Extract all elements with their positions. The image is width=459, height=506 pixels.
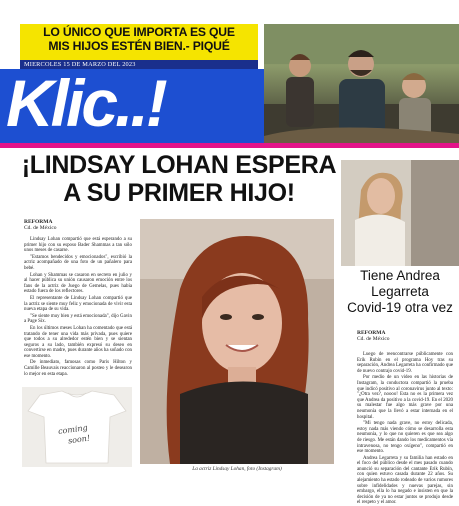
article-paragraph: Luego de reencontrarse públicamente con Erik Rubín en el programa Hoy tras su separación, Andrea Legarreta ha confirmado que de nuevo contrajo covid-19. [357,352,453,374]
side-byline-city: Cd. de México [357,336,390,342]
article-paragraph: De inmediato, famosas como Paris Hilton y Camille Beauvais reaccionaron al posteo y le desearon lo mejor en esta etapa. [24,360,132,377]
side-byline-source: REFORMA [357,330,386,336]
family-photo-illustration [264,24,459,144]
side-headline-line-1: Tiene Andrea [360,268,440,283]
article-paragraph: Andrea Legarreta y su familia han estado en el foco del público desde el mes pasado cuando anunció su separación del cantante Erik Rubín, con quien estuvo casada durante 22 años. Su alejamiento ha estado rodeado de varios rumores sobre infidelidades y nuevas parejas, sin embargo, ella lo ha negado e insisten en que la decisión de ya no estar juntos se produjo desde el respeto y el amor. [357,455,453,506]
main-headline-line-2: A SU PRIMER HIJO! [63,179,295,207]
brand-block [0,66,268,143]
side-article-body [357,352,453,506]
portrait-illustration [140,219,334,464]
article-paragraph: "Mi tengo nada grave, no estoy delicada, estoy nada más viendo cómo se desarrolla esta neumonía, y lo que no quieren es que sea algo de riesgo. Me están dando los medicamentos vía intravenosa, no tengo oxígeno", compartió en ese momento. [357,421,453,455]
side-photo [341,160,459,266]
article-paragraph: En los últimos meses Lohan ha comentado que está tratando de tener una vida más privada, pues quiere que todos a su alrededor estén bien y se sientan seguros a su lado, también expresó su deseo en convertirse en madre, pues durante años ha soñado con ese momento. [24,325,132,359]
side-headline-line-2: Legarreta [371,284,429,299]
byline-city: Cd. de México [24,225,57,231]
family-photo [264,24,459,144]
article-paragraph: Por medio de un video en las historias de Instagram, la conductora compartió la prueba que indicó positivo al coronavirus junto al texto: "¿Otra vez?, noooo! Esta no es la primera vez que Andrea da positivo a la covid-19. En el 2020 su malestar fue algo más grave por una neumonía que la llevó a estar internada en el hospital. [357,375,453,420]
side-byline [357,330,453,342]
byline-source: REFORMA [24,219,53,225]
tagline-line-2: MIS HIJOS ESTÉN BIEN.- PIQUÉ [48,39,230,53]
article-paragraph: "Se siente muy bien y está emocionada", dijo Gavin a Page Six. [24,313,132,325]
side-headline-line-3: Covid-19 otra vez [347,300,453,315]
tagline-line-1: LO ÚNICO QUE IMPORTA ES QUE [43,25,235,39]
onesie-text-2: soon! [67,433,91,446]
photo-caption: La actriz Lindsay Lohan, foto (Instagram) [192,466,282,472]
main-article-body [24,219,132,381]
issue-date: MIERCOLES 15 DE MARZO DEL 2023 [20,60,258,69]
article-paragraph: El representante de Lindsay Lohan compartió que la actriz se siente muy feliz y emocionada de vivir esta nueva etapa de su vida. [24,295,132,313]
onesie-text-1: coming [57,422,89,437]
article-paragraph: Lohan y Shammas se casaron en secreto en julio y al hacer pública su unión causaron emoción entre los fans de la actriz de Juego de Gemelas, pues había estado fuera de los reflectores. [24,272,132,295]
brand-logo: Klic..! [6,66,165,140]
side-photo-illustration [341,160,459,266]
article-paragraph: Lindsay Lohan compartió que está esperando a su primer hijo con su esposo Bader Shammas a tan sólo unos meses de casarse. [24,237,132,254]
main-photo [140,219,334,464]
main-headline-line-1: ¡LINDSAY LOHAN ESPERA [21,151,337,179]
onesie-photo [22,387,132,467]
article-paragraph: "Estamos bendecidos y emocionados", escribió la actriz acompañado de una foto de un pañalero para bebé. [24,254,132,271]
accent-bar [0,143,459,148]
